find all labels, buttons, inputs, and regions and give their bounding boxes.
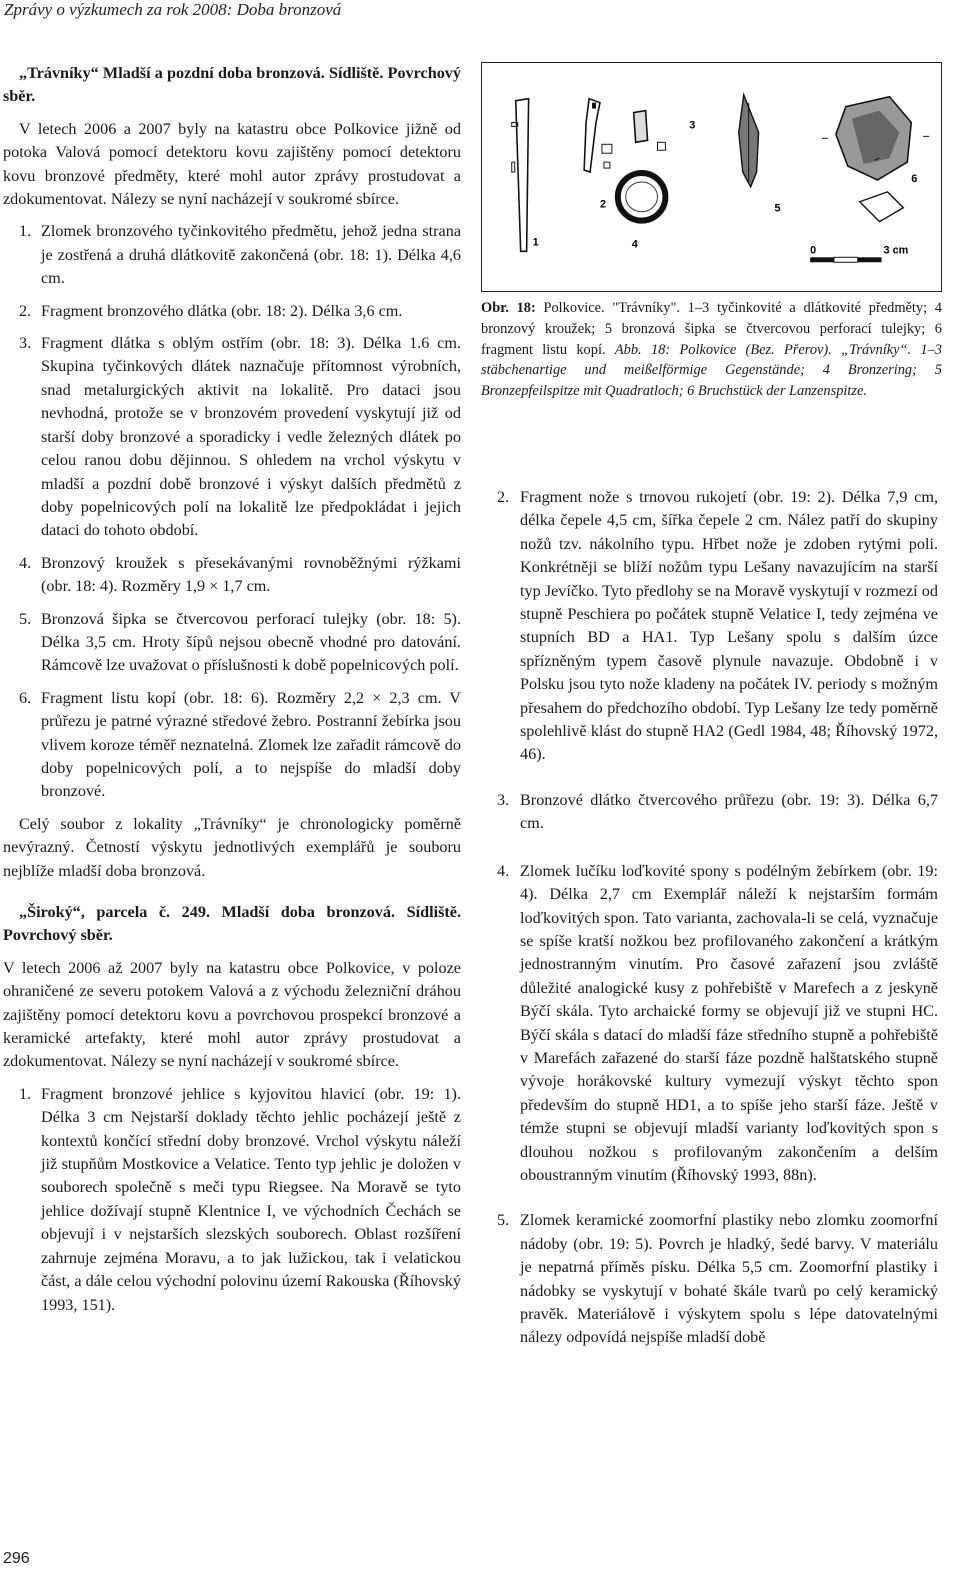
figure-label: 2 (599, 198, 607, 211)
scale-end: 3 cm (883, 244, 909, 257)
figure-18-artifacts (481, 62, 942, 292)
right-column (497, 486, 938, 1359)
list-item: 5. Zlomek keramické zoomorfní plastiky nebo zlomku zoomorfní nádoby (obr. 19: 5). Povrch je hladký, šedé barvy. V materiálu je nepatrná příměs písku. Délka 5,5 cm. Zoomorfní plastiky i nádobky se vyskytují v bohaté škále tvarů po celý keramický pravěk. Materiálově i výskytem spolu s lépe datovatelnými nálezy odpovídá nejspíše mladší době (497, 1211, 938, 1347)
section2-items (3, 1083, 461, 1317)
page-number: 296 (3, 1550, 30, 1567)
scale-start: 0 (810, 244, 817, 257)
caption-label: Obr. 18: (481, 300, 536, 316)
figure-label: 3 (689, 119, 696, 132)
section1-items (3, 220, 461, 803)
list-item: 3. Fragment dlátka s oblým ostřím (obr. 18: 3). Délka 1.6 cm. Skupina tyčinkových dlátek naznačuje přítomnost výrobních, snad metalurgických aktivit na lokalitě. Pro dataci jsou nevhodná, protože se v bronzovém provedení vyskytují již od starší doby bronzové a sporadicky i vedle železných dlátek po celou ranou dobu dějinnou. S ohledem na vrchol výskytu v mladší a pozdní době bronzové i výskyt dalších předmětů z doby popelnicových polí na lokalitě lze předpokládat i jejich dataci do tohoto období. (19, 334, 461, 540)
list-item: 4. Zlomek lučíku loďkovité spony s podélným žebírkem (obr. 19: 4). Délka 2,7 cm Exemplář náleží k nejstarším formám loďkovitých spon. Tato varianta, zachovala-li se celá, vyznačuje se spíše kratší nožkou bez profilovaného zakončení a krátkým jednostranným vinutím. Pro časové zařazení jsou zvláště důležité analogické kusy z pohřebiště v Marefech a z jeskyně Býčí skála. Tyto archaické formy se objevují již ve stupni HC. Býčí skála s datací do mladší fáze středního stupně a pohřebiště v Marefách zařazené do starší fáze pozdně halštatského stupně vývoje horákovské kultury vymezují výskyt těchto spon především do stupně HD1, a to spíše jeho starší fáze. Ještě v témže stupni se objevují mladší varianty loďkovitých spon s dlouhou nožkou s profilovaným zakončením a delším oboustranným vinutím (Říhovský 1993, 88n). (497, 861, 938, 1184)
figure-label: 6 (911, 172, 918, 185)
list-item: 1. Zlomek bronzového tyčinkovitého předmětu, jehož jedna strana je zostřená a druhá dlátkovitě zakončená (obr. 18: 1). Délka 4,6 cm. (19, 222, 461, 288)
figure-caption (481, 298, 942, 402)
section1-summary: Celý soubor z lokality „Trávníky“ je chronologicky poměrně nevýrazný. Četností výskytu jednotlivých exemplářů je souboru nejblíže mladší doba bronzová. (3, 814, 461, 880)
artifact-drawing (482, 63, 941, 291)
list-item: 2. Fragment bronzového dlátka (obr. 18: 2). Délka 3,6 cm. (19, 301, 403, 320)
section2-heading: „Široký“, parcela č. 249. Mladší doba bronzová. Sídliště. Povrchový sběr. (3, 903, 461, 945)
section1-heading: „Trávníky“ Mladší a pozdní doba bronzová. Sídliště. Povrchový sběr. (3, 64, 461, 106)
section2-intro: V letech 2006 až 2007 byly na katastru obce Polkovice, v poloze ohraničené ze severu potokem Valová a z východu železniční dráhou zajištěny pomocí detektoru kovu a povrchovou prospekcí bronzové a keramické artefakty, které mohl autor zprávy prostudovat a zdokumentovat. Nálezy se nyní nacházejí v soukromé sbírce. (3, 958, 461, 1071)
list-item: 3. Bronzové dlátko čtvercového průřezu (obr. 19: 3). Délka 6,7 cm. (497, 790, 938, 833)
caption-label-de: Abb. 18: (614, 341, 671, 358)
caption-text-de: Polkovice (Bez. Přerov). „Trávníky“. 1–3 stäbchenartige und meißelförmige Gegenstände; 4 Bronzering; 5 Bronzepfeilspitze mit Quadratloch; 6 Bruchstück der Lanzenspitze. (481, 341, 943, 400)
left-column (3, 62, 461, 1326)
section1-intro: V letech 2006 a 2007 byly na katastru obce Polkovice jižně od potoka Valová pomocí detektoru kovu zajištěny pomocí detektoru kovu bronzové předměty, které mohl autor zprávy prostudovat a zdokumentovat. Nálezy se nyní nacházejí v soukromé sbírce. (3, 119, 461, 209)
figure-label: 5 (774, 202, 781, 215)
running-header: Zprávy o výzkumech za rok 2008: Doba bronzová (4, 0, 342, 19)
list-item: 5. Bronzová šipka se čtvercovou perforací tulejky (obr. 18: 5). Délka 3,5 cm. Hroty šípů nejsou obecně vhodné pro datování. Rámcově lze uvažovat o příslušnosti k době popelnicových polí. (19, 609, 461, 675)
caption-text-cz: Polkovice. "Trávníky". 1–3 tyčinkovité a dlátkovité předměty; 4 bronzový kroužek; 5 bronzová šipka se čtvercovou perforací tulejky; 6 fragment listu kopí. (481, 300, 943, 358)
list-item: 1. Fragment bronzové jehlice s kyjovitou hlavicí (obr. 19: 1). Délka 3 cm Nejstarší doklady těchto jehlic pocházejí ještě z kontextů končící střední doby bronzové. Vrchol výskytu náleží již stupňům Mostkovice a Velatice. Tento typ jehlic je doložen v souborech společně s meči typu Riegsee. Na Moravě se tyto jehlice dožívají stupně Klentnice I, ve východních Čechách se objevují i v nejstarších slezských souborech. Oblast rozšíření zahrnuje zejména Moravu, a to jak lužickou, tak i velatickou část, a dále celou východní polovinu území Rakouska (Říhovský 1993, 151). (19, 1084, 461, 1314)
figure-label: 4 (631, 238, 638, 251)
list-item: 6. Fragment listu kopí (obr. 18: 6). Rozměry 2,2 × 2,3 cm. V průřezu je patrné výrazné středové žebro. Postranní žebírka jsou vlivem koroze téměř neznatelná. Zlomek lze zařadit rámcově do doby popelnicových polí, a to nejspíše do mladší doby bronzové. (19, 688, 461, 801)
list-item: 4. Bronzový kroužek s přesekávanými rovnoběžnými rýžkami (obr. 18: 4). Rozměry 1,9 × 1,7 cm. (19, 553, 461, 596)
list-item: 2. Fragment nože s trnovou rukojetí (obr. 19: 2). Délka 7,9 cm, délka čepele 4,5 cm, šířka čepele 2 cm. Nález patří do skupiny nožů tzv. nákolního typu. Hřbet nože je zdoben rytými poli. Konkrétněji se blíží nožům typu Lešany navazujícím na starší typ Jevíčko. Tyto předlohy se na Moravě vyskytují v rozmezí od stupně Peschiera po počátek stupně Velatice I, tedy zejména ve stupních BD a HA1. Typ Lešany spolu s dalším úzce spřízněným typem časově plynule navazuje. Obdobně i v Polsku jsou tyto nože kladeny na počátek IV. periody s možným přesahem do předchozího období. Typ Lešany lze tedy poměrně spolehlivě klást do stupně HA2 (Gedl 1984, 48; Říhovský 1972, 46). (497, 488, 938, 764)
figure-label: 1 (532, 236, 539, 249)
